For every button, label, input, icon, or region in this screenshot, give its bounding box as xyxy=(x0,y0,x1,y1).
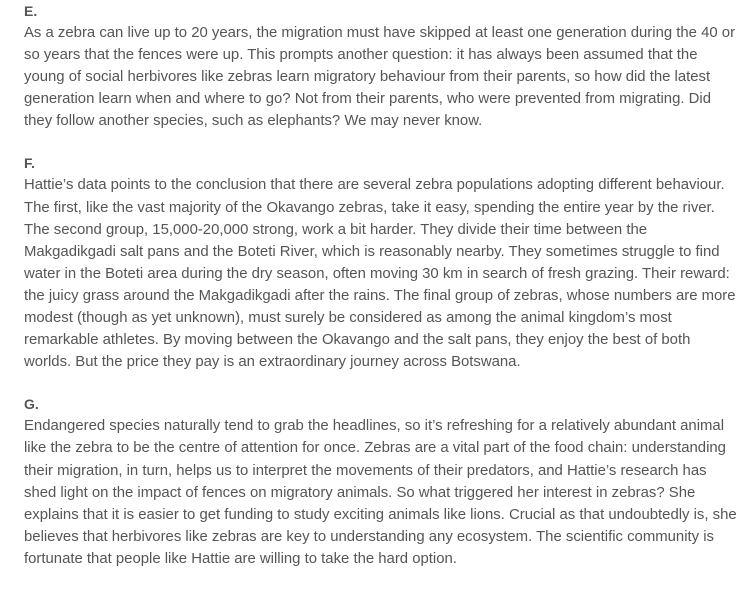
section-label: E. xyxy=(24,3,38,19)
section-paragraph: Endangered species naturally tend to grab the headlines, so it’s refreshing for a relatively abundant animal like the zebra to be the centre of attention for once. Zebras are a vital part of the food chain: understanding their migration, in turn, helps us to interpret the movements of their predators, and Hattie’s research has shed light on the impact of fences on migratory animals. So what triggered her interest in zebras? She explains that it is easier to get funding to study exciting animals like lions. Crucial as that undoubtedly is, she believes that herbivores like zebras are key to understanding any ecosystem. The scientific community is fortunate that people like Hattie are willing to take the hard option. xyxy=(24,418,737,567)
section-paragraph: Hattie’s data points to the conclusion that there are several zebra populations adopting different behaviour. The first, like the vast majority of the Okavango zebras, take it easy, spending the entire year by the river. The second group, 15,000-20,000 strong, work a bit harder. They divide their time between the Makgadikgadi salt pans and the Boteti River, which is reasonably nearby. They sometimes struggle to find water in the Boteti area during the dry season, often moving 30 km in search of fresh grazing. Their reward: the juicy grass around the Makgadikgadi after the rains. The final group of zebras, whose numbers are more modest (though as yet unknown), must surely be considered as among the animal kingdom’s most remarkable athletes. By moving between the Okavango and the salt pans, they enjoy the best of both worlds. But the price they pay is an extraordinary journey across Botswana. xyxy=(24,177,736,371)
section-label: F. xyxy=(24,155,35,172)
article-body xyxy=(24,2,740,592)
section-label: G. xyxy=(24,396,39,413)
section-g xyxy=(24,395,740,570)
section-f xyxy=(24,154,740,373)
section-e xyxy=(24,2,740,132)
section-paragraph: As a zebra can live up to 20 years, the migration must have skipped at least one generation during the 40 or so years that the fences were up. This prompts another question: it has always been assumed that the young of social herbivores like zebras learn migratory behaviour from their parents, so how did the latest generation learn when and where to go? Not from their parents, who were prevented from migrating. Did they follow another species, such as elephants? We may never know. xyxy=(24,25,736,130)
